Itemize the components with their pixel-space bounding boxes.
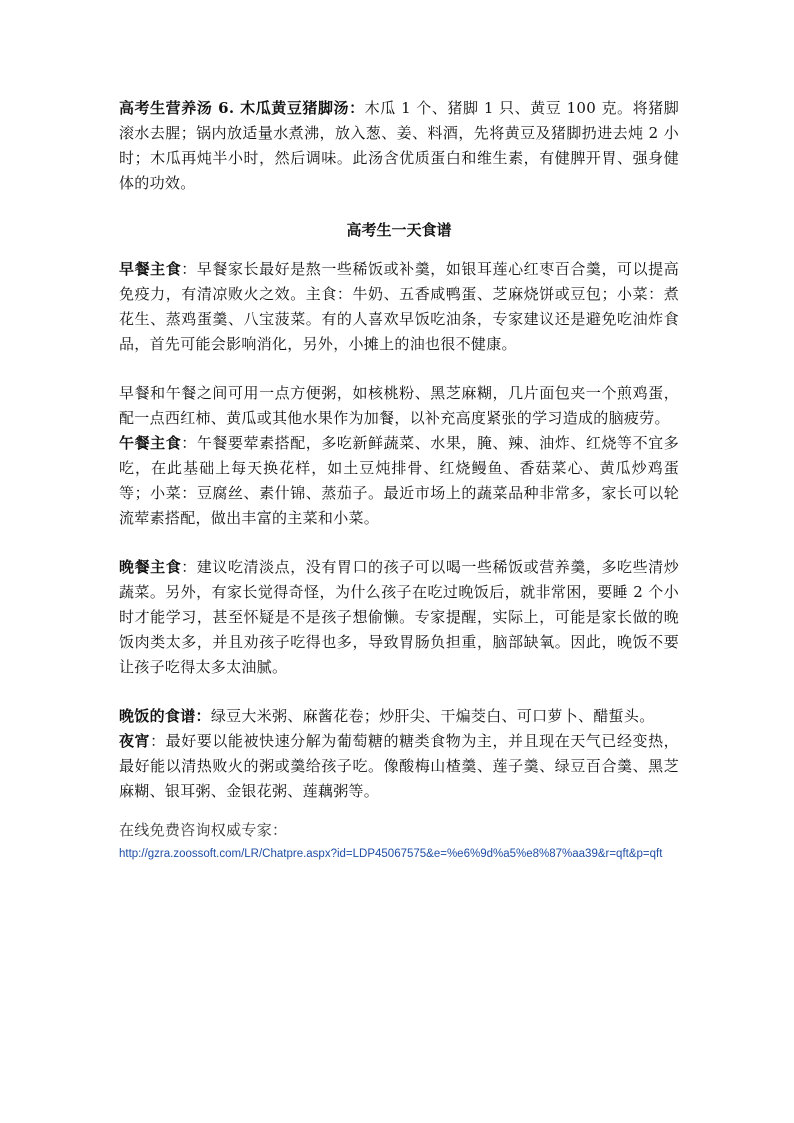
dinner-recipes-text: 绿豆大米粥、麻酱花卷；炒肝尖、干煸茭白、可口萝卜、醋蜇头。 (210, 707, 655, 725)
night-snack-label: 夜宵 (119, 732, 151, 750)
intro-text: 木瓜 1 个、猪脚 1 只、黄豆 100 克。将猪脚滚水去腥；锅内放适量水煮沸，放入葱、姜、料酒，先将黄豆及猪脚扔进去炖 2 小时；木瓜再炖半小时，然后调味。此汤含优质蛋白和维生素，有健脾开胃、强身健体的功效。 (119, 99, 679, 192)
document-page (119, 96, 679, 865)
lunch-text: ：午餐要荤素搭配，多吃新鲜蔬菜、水果，腌、辣、油炸、红烧等不宜多吃，在此基础上每天换花样，如土豆炖排骨、红烧鳗鱼、香菇菜心、黄瓜炒鸡蛋等；小菜：豆腐丝、素什锦、蒸茄子。最近市场上的蔬菜品种非常多，家长可以轮流荤素搭配，做出丰富的主菜和小菜。 (119, 434, 680, 527)
dinner-text: ：建议吃清淡点，没有胃口的孩子可以喝一些稀饭或营养羹，多吃些清炒蔬菜。另外，有家长觉得奇怪，为什么孩子在吃过晚饭后，就非常困，要睡 2 个小时才能学习，甚至怀疑是不是孩子想偷懒。专家提醒，实际上，可能是家长做的晚饭肉类太多，并且劝孩子吃得也多，导致胃肠负担重，脑部缺氧。因此，晚饭不要让孩子吃得太多太油腻。 (119, 558, 680, 676)
dinner-paragraph (119, 555, 679, 680)
lunch-label: 午餐主食 (119, 434, 182, 452)
intro-paragraph (119, 96, 679, 196)
night-snack-paragraph (119, 729, 679, 804)
night-snack-text: ：最好要以能被快速分解为葡萄糖的糖类食物为主，并且现在天气已经变热，最好能以清热败火的粥或羹给孩子吃。像酸梅山楂羹、莲子羹、绿豆百合羹、黑芝麻糊、银耳粥、金银花粥、莲藕粥等。 (119, 732, 679, 800)
consult-link[interactable]: http://gzra.zoossoft.com/LR/Chatpre.aspx?id=LDP45067575&e=%e6%9d%a5%e8%87%aa39&r=qft&p=qft (119, 848, 663, 860)
intro-label: 高考生营养汤 6. 木瓜黄豆猪脚汤： (119, 99, 365, 117)
lunch-paragraph (119, 431, 679, 531)
breakfast-text: ：早餐家长最好是熬一些稀饭或补羹，如银耳莲心红枣百合羹，可以提高免疫力，有清凉败火之效。主食：牛奶、五香咸鸭蛋、芝麻烧饼或豆包；小菜：煮花生、蒸鸡蛋羹、八宝菠菜。有的人喜欢早饭吃油条，专家建议还是避免吃油炸食品，首先可能会影响消化，另外，小摊上的油也很不健康。 (119, 260, 680, 353)
dinner-recipes-label: 晚饭的食谱： (119, 707, 211, 725)
snack-text: 早餐和午餐之间可用一点方便粥，如核桃粉、黑芝麻糊，几片面包夹一个煎鸡蛋，配一点西红柿、黄瓜或其他水果作为加餐，以补充高度紧张的学习造成的脑疲劳。 (119, 384, 679, 427)
dinner-recipes-paragraph (119, 704, 679, 729)
dinner-label: 晚餐主食 (119, 558, 182, 576)
snack-paragraph (119, 381, 679, 431)
consult-text: 在线免费咨询权威专家： (119, 821, 288, 839)
page-title: 高考生一天食谱 (346, 221, 452, 239)
breakfast-paragraph (119, 257, 679, 357)
breakfast-label: 早餐主食 (119, 260, 182, 278)
